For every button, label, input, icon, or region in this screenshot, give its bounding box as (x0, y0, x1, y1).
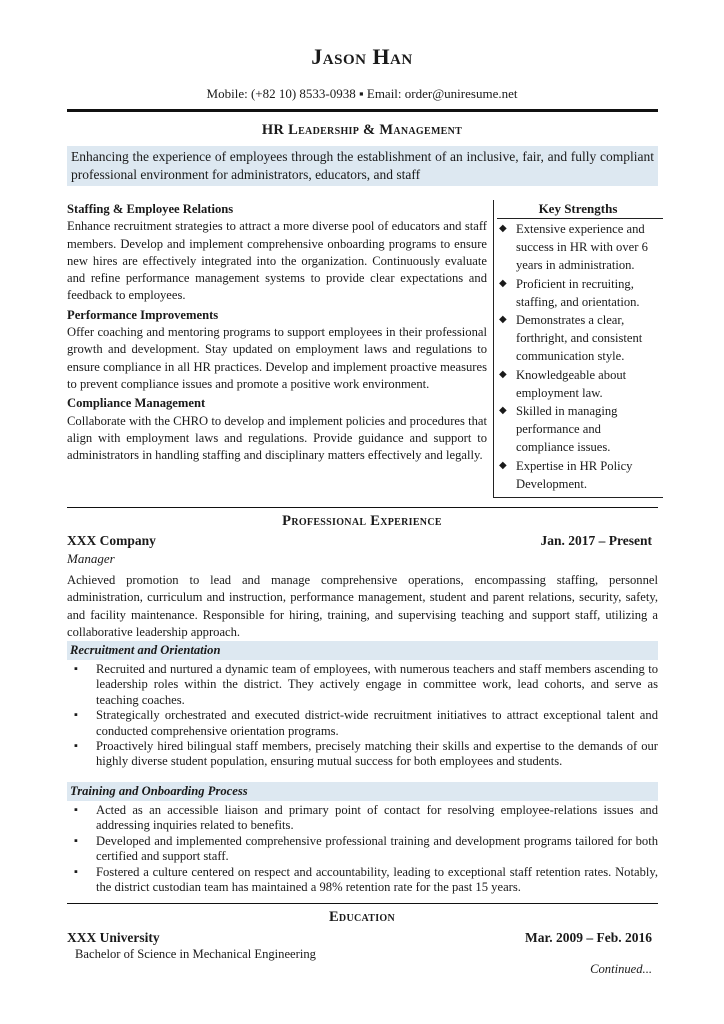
key-strength-item: ◆ Demonstrates a clear, forthright, and consistent communication style. (499, 313, 643, 364)
job-dates: Jan. 2017 – Present (540, 533, 652, 548)
group-title-training: Training and Onboarding Process (67, 782, 658, 801)
summary-left-column (67, 201, 487, 464)
list-item: ▪ Strategically orchestrated and executed district-wide recruitment initiatives to attract exceptional talent and conducted comprehensive orientation programs. (74, 708, 658, 738)
list-item: ▪ Recruited and nurtured a dynamic team of employees, with numerous teachers and staff members ascending to leadership roles within the district. They actively engage in committee work, lead cohorts, and serve as teaching coaches. (74, 662, 658, 707)
summary-heading-staffing: Staffing & Employee Relations (67, 202, 234, 216)
key-strengths-list (497, 220, 659, 493)
key-strength-item: ◆ Expertise in HR Policy Development. (499, 458, 633, 491)
square-bullet-icon: ▪ (74, 865, 78, 878)
summary-heading-compliance: Compliance Management (67, 396, 206, 411)
list-item: ▪ Fostered a culture centered on respect and accountability, leading to exceptional staff retention rates. Notably, the district custodian team has maintained a 98% retention rate for the past 15 years. (74, 864, 658, 895)
square-bullet-icon: ▪ (74, 834, 78, 847)
diamond-bullet-icon: ◆ (499, 223, 507, 234)
summary-text-performance: Offer coaching and mentoring programs to support employees in their professional growth and development. Stay updated on employment laws and regulations to ensure compliance in all HR practices. Develop and implement proactive measures to prevent compliance issues and promote a positive work environment. (67, 325, 487, 391)
education-divider (67, 903, 658, 904)
list-item: ▪ Developed and implemented comprehensive professional training and development programs tailored for both certified and support staff. (74, 833, 658, 864)
experience-section-title: Professional Experience (282, 513, 442, 529)
summary-tagline: Enhancing the experience of employees through the establishment of an inclusive, fair, and fully compliant professional environment for administrators, educators, and staff (67, 146, 658, 186)
header-divider (67, 109, 658, 112)
contact-line: Mobile: (+82 10) 8533-0938 ▪ Email: order@uniresume.net (206, 86, 518, 101)
square-bullet-icon: ▪ (74, 804, 78, 816)
recruitment-bullet-list (67, 662, 658, 770)
job-company: XXX Company (67, 533, 156, 548)
square-bullet-icon: ▪ (74, 663, 78, 675)
candidate-name: Jason Han (311, 44, 413, 69)
square-bullet-icon: ▪ (74, 740, 78, 753)
key-strength-item: ◆ Extensive experience and success in HR with over 6 years in administration. (499, 222, 648, 273)
summary-text-staffing: Enhance recruitment strategies to attract a more diverse pool of educators and staff members. Develop and implement comprehensive onboarding programs to ensure new hires are effectively integrated into the organization. Continuously evaluate and refine performance management systems to provide clear expectations and feedback to employees. (67, 219, 487, 303)
group-title-recruitment: Recruitment and Orientation (67, 641, 658, 660)
diamond-bullet-icon: ◆ (499, 405, 507, 417)
list-item: ▪ Acted as an accessible liaison and primary point of contact for resolving employee-relations issues and addressing inquiries related to benefits. (74, 803, 658, 833)
square-bullet-icon: ▪ (74, 709, 78, 722)
diamond-bullet-icon: ◆ (499, 368, 507, 380)
summary-section-title: HR Leadership & Management (261, 122, 463, 138)
list-item: ▪ Proactively hired bilingual staff members, precisely matching their skills and expertise to the demands of our highly diverse student population, ensuring mutual success for both employees and students. (74, 739, 658, 769)
diamond-bullet-icon: ◆ (499, 314, 507, 326)
education-school: XXX University (67, 930, 160, 945)
diamond-bullet-icon: ◆ (499, 459, 507, 471)
diamond-bullet-icon: ◆ (499, 277, 507, 289)
education-dates: Mar. 2009 – Feb. 2016 (525, 930, 652, 945)
summary-heading-performance: Performance Improvements (67, 307, 219, 322)
summary-text-compliance: Collaborate with the CHRO to develop and implement policies and procedures that align with employment laws and regulations. Provide guidance and support to administrators in handling staffing and disciplinary matters effectively and legally. (67, 413, 487, 463)
education-section-title: Education (328, 909, 396, 925)
key-strengths-title-rule (497, 218, 663, 219)
key-strength-item: ◆ Skilled in managing performance and compliance issues. (499, 404, 618, 455)
training-bullet-list (67, 803, 658, 895)
job-role: Manager (67, 551, 115, 566)
job-summary: Achieved promotion to lead and manage comprehensive operations, encompassing staffing, personnel administration, curriculum and instruction, performance management, student and parent relations, security, safety, and facility maintenance. Responsible for hiring, training, and supervising teaching and support staff, utilizing a collaborative leadership approach. (67, 573, 658, 639)
key-strength-item: ◆ Knowledgeable about employment law. (499, 367, 627, 400)
education-degree: Bachelor of Science in Mechanical Engineering (75, 947, 316, 961)
experience-divider (67, 507, 658, 508)
key-strength-item: ◆ Proficient in recruiting, staffing, and orientation. (499, 276, 640, 309)
continued-note: Continued... (590, 962, 652, 976)
key-strengths-title: Key Strengths (538, 201, 618, 216)
